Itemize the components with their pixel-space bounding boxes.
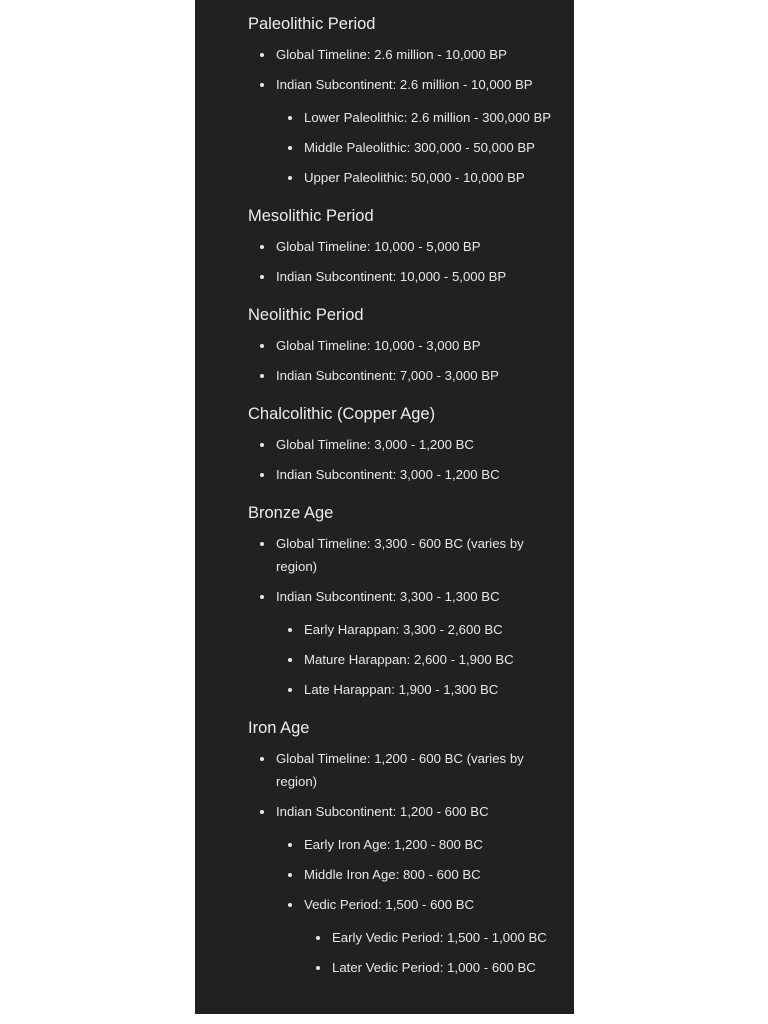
list-bronze-age [248,532,564,701]
section-title-chalcolithic: Chalcolithic (Copper Age) [248,405,436,423]
section-title-paleolithic: Paleolithic Period [248,15,376,33]
list-item: Indian Subcontinent: 3,000 - 1,200 BC [276,463,564,486]
list-item: Upper Paleolithic: 50,000 - 10,000 BP [304,166,564,189]
list-item: Indian Subcontinent: 3,300 - 1,300 BC [276,585,564,608]
chat-response-panel [195,0,574,1014]
list-item: Global Timeline: 3,300 - 600 BC (varies by region) [276,532,564,578]
list-item: Mature Harappan: 2,600 - 1,900 BC [304,648,564,671]
section-title-iron-age: Iron Age [248,719,310,737]
list-item: Early Harappan: 3,300 - 2,600 BC [304,618,564,641]
list-item: Global Timeline: 2.6 million - 10,000 BP [276,43,564,66]
list-item: Lower Paleolithic: 2.6 million - 300,000 BP [304,106,564,129]
list-item: Global Timeline: 3,000 - 1,200 BC [276,433,564,456]
list-item: Indian Subcontinent: 1,200 - 600 BC [276,800,564,823]
list-iron-age [248,747,564,979]
list-item: Early Iron Age: 1,200 - 800 BC [304,833,564,856]
list-item: Indian Subcontinent: 10,000 - 5,000 BP [276,265,564,288]
list-item: Middle Paleolithic: 300,000 - 50,000 BP [304,136,564,159]
section-title-mesolithic: Mesolithic Period [248,207,374,225]
list-item: Global Timeline: 1,200 - 600 BC (varies by region) [276,747,564,793]
response-content [248,11,564,979]
list-item: Global Timeline: 10,000 - 3,000 BP [276,334,564,357]
section-title-neolithic: Neolithic Period [248,306,364,324]
list-item: Late Harappan: 1,900 - 1,300 BC [304,678,564,701]
section-title-bronze-age: Bronze Age [248,504,334,522]
list-item: Indian Subcontinent: 7,000 - 3,000 BP [276,364,564,387]
list-item: Global Timeline: 10,000 - 5,000 BP [276,235,564,258]
list-neolithic [248,334,564,387]
list-paleolithic [248,43,564,189]
list-item: Later Vedic Period: 1,000 - 600 BC [332,956,564,979]
list-item: Early Vedic Period: 1,500 - 1,000 BC [332,926,564,949]
list-item: Middle Iron Age: 800 - 600 BC [304,863,564,886]
list-item: Indian Subcontinent: 2.6 million - 10,000 BP [276,73,564,96]
list-chalcolithic [248,433,564,486]
list-mesolithic [248,235,564,288]
list-item: Vedic Period: 1,500 - 600 BC [304,893,564,916]
